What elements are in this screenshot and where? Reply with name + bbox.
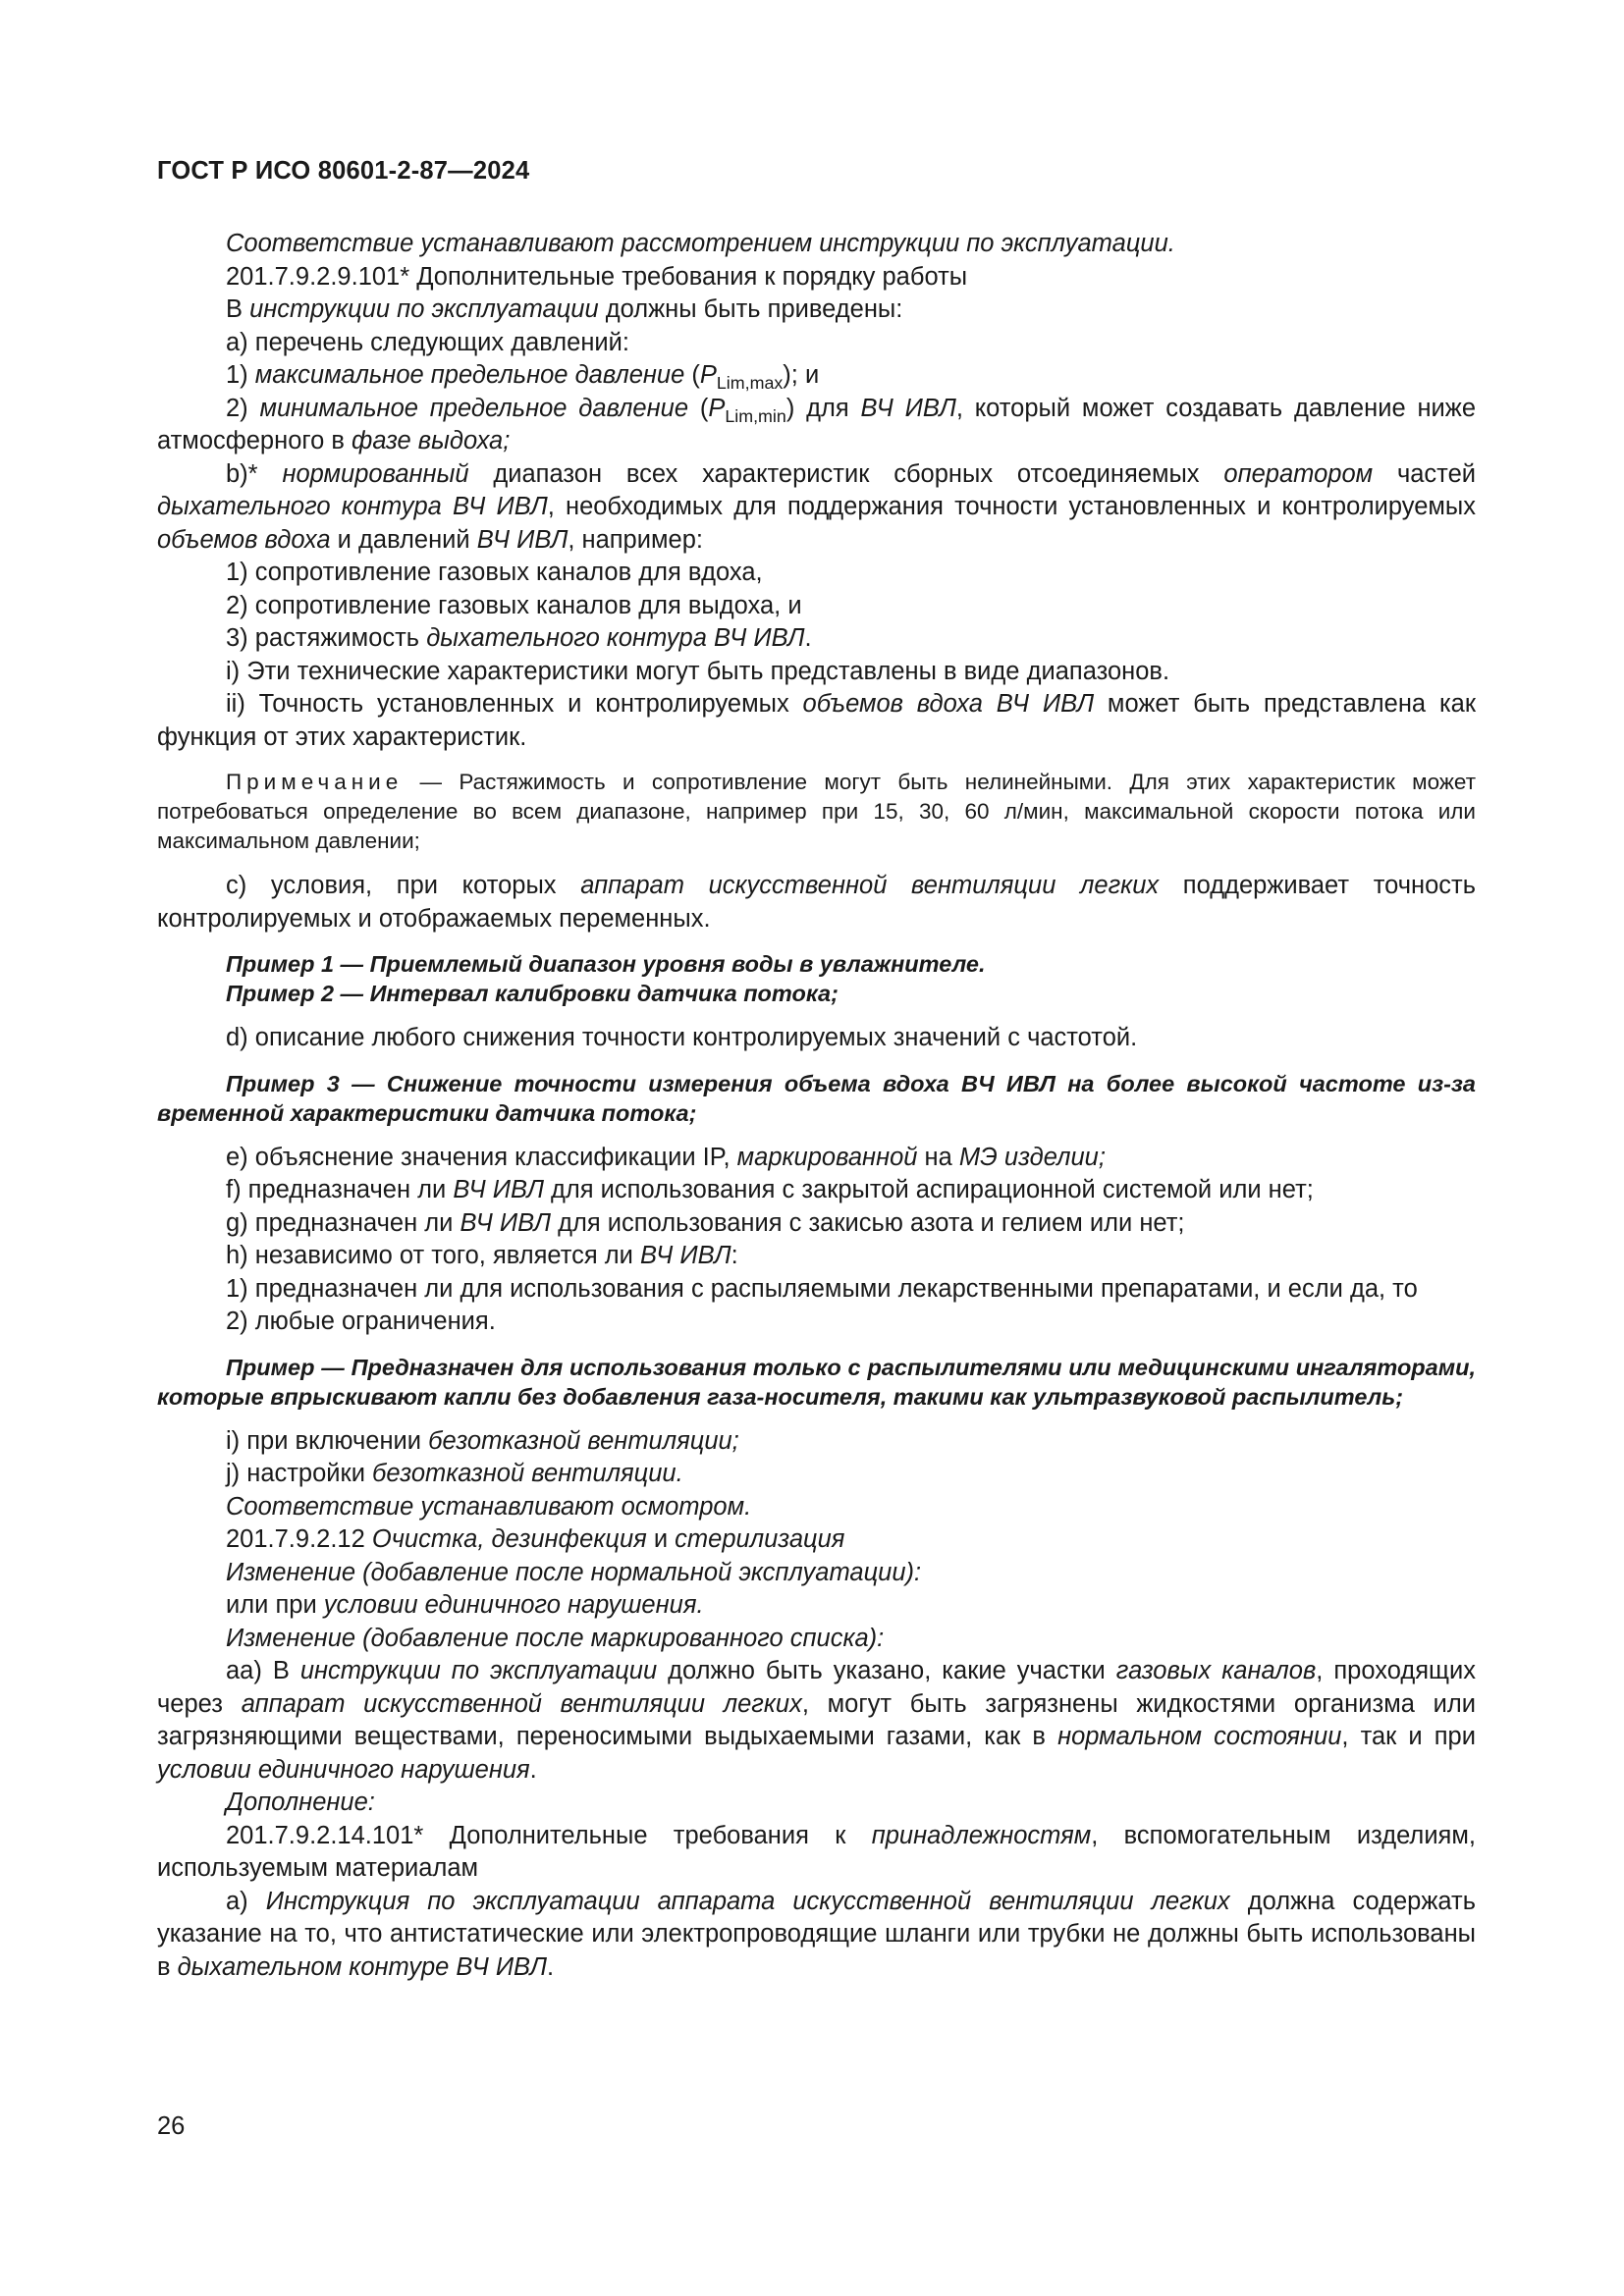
paragraph-compliance-2: Соответствие устанавливают осмотром. bbox=[226, 1492, 752, 1521]
page-number: 26 bbox=[157, 2112, 186, 2140]
list-item-b-i: i) Эти технические характеристики могут быть представлены в виде диапазонов. bbox=[226, 657, 1170, 685]
note-label: Примечание bbox=[226, 770, 404, 794]
paragraph-section-201-7-9-2-12: 201.7.9.2.12 Очистка, дезинфекция и стерилизация bbox=[226, 1525, 845, 1553]
document-body bbox=[157, 228, 1476, 1984]
list-item-d: d) описание любого снижения точности контролируемых значений с частотой. bbox=[226, 1024, 1138, 1051]
paragraph-change-1: Изменение (добавление после нормальной эксплуатации): bbox=[226, 1558, 922, 1586]
example-1: Пример 1 — Приемлемый диапазон уровня воды в увлажнителе. bbox=[226, 951, 986, 977]
list-item-i: i) при включении безотказной вентиляции; bbox=[226, 1426, 739, 1455]
paragraph-section-201-7-9-2-9-101: 201.7.9.2.9.101* Дополнительные требования к порядку работы bbox=[226, 262, 968, 291]
list-item-b-2: 2) сопротивление газовых каналов для выдоха, и bbox=[226, 591, 802, 619]
list-item-h-1: 1) предназначен ли для использования с распыляемыми лекарственными препаратами, и если да, то bbox=[226, 1274, 1418, 1303]
document-header: ГОСТ Р ИСО 80601-2-87—2024 bbox=[157, 157, 530, 185]
list-item-a-accessories: a) Инструкция по эксплуатации аппарата искусственной вентиляции легких должна содержать указание на то, что антистатические или электропроводящие шланги или трубки не должны быть использованы в дыхательном контуре ВЧ ИВЛ. bbox=[157, 1887, 1476, 1981]
list-item-b-ii: ii) Точность установленных и контролируемых объемов вдоха ВЧ ИВЛ может быть представлена как функция от этих характеристик. bbox=[157, 690, 1476, 751]
example-3: Пример 3 — Снижение точности измерения объема вдоха ВЧ ИВЛ на более высокой частоте из-за временной характеристики датчика потока; bbox=[157, 1070, 1476, 1126]
list-item-aa: aa) В инструкции по эксплуатации должно быть указано, какие участки газовых каналов, проходящих через аппарат искусственной вентиляции легких, могут быть загрязнены жидкостями организма или загрязняющими веществами, переносимыми выдыхаемыми газами, как в нормальном состоянии, так и при условии единичного нарушения. bbox=[157, 1657, 1476, 1784]
paragraph-compliance-1: Соответствие устанавливают рассмотрением инструкции по эксплуатации. bbox=[226, 230, 1175, 257]
list-item-f: f) предназначен ли ВЧ ИВЛ для использования с закрытой аспирационной системой или нет; bbox=[226, 1176, 1314, 1203]
example-4: Пример — Предназначен для использования только с распылителями или медицинскими ингаляторами, которые впрыскивают капли без добавления газа-носителя, такими как ультразвуковой распылитель; bbox=[157, 1354, 1476, 1410]
list-item-b-3: 3) растяжимость дыхательного контура ВЧ ИВЛ. bbox=[226, 624, 812, 652]
list-item-g: g) предназначен ли ВЧ ИВЛ для использования с закисью азота и гелием или нет; bbox=[226, 1208, 1185, 1237]
example-2: Пример 2 — Интервал калибровки датчика потока; bbox=[226, 981, 839, 1006]
list-item-b-1: 1) сопротивление газовых каналов для вдоха, bbox=[226, 559, 763, 586]
list-item-b: b)* нормированный диапазон всех характеристик сборных отсоединяемых оператором частей дыхательного контура ВЧ ИВЛ, необходимых для поддержания точности установленных и контролируемых объемов вдоха и давлений ВЧ ИВЛ, например: bbox=[157, 459, 1477, 554]
list-item-h: h) независимо от того, является ли ВЧ ИВЛ: bbox=[226, 1242, 738, 1269]
list-item-a-2: 2) минимальное предельное давление $(P_{Lim,min})$ для ВЧ ИВЛ, который может создавать давление ниже атмосферного в фазе выдоха; bbox=[157, 394, 1477, 454]
paragraph-intro: В инструкции по эксплуатации должны быть приведены: bbox=[226, 295, 903, 323]
list-item-j: j) настройки безотказной вентиляции. bbox=[226, 1460, 683, 1487]
paragraph-single-fault: или при условии единичного нарушения. bbox=[226, 1591, 704, 1619]
list-item-e: e) объяснение значения классификации IP, маркированной на МЭ изделии; bbox=[226, 1143, 1106, 1171]
list-item-a-1: 1) максимальное предельное давление $(P_{Lim,max})$; и bbox=[226, 361, 820, 393]
note-paragraph: Примечание — Растяжимость и сопротивление могут быть нелинейными. Для этих характеристик может потребоваться определение во всем диапазоне, например при 15, 30, 60 л/мин, максимальной скорости потока или максимальном давлении; bbox=[157, 770, 1476, 853]
list-item-c: c) условия, при которых аппарат искусственной вентиляции легких поддерживает точность контролируемых и отображаемых переменных. bbox=[157, 872, 1476, 933]
paragraph-change-2: Изменение (добавление после маркированного списка): bbox=[226, 1624, 885, 1652]
paragraph-addition: Дополнение: bbox=[226, 1789, 375, 1816]
paragraph-section-201-7-9-2-14-101: 201.7.9.2.14.101* Дополнительные требования к принадлежностям, вспомогательным изделиям, используемым материалам bbox=[157, 1821, 1476, 1882]
list-item-h-2: 2) любые ограничения. bbox=[226, 1308, 496, 1335]
list-item-a: a) перечень следующих давлений: bbox=[226, 328, 629, 356]
